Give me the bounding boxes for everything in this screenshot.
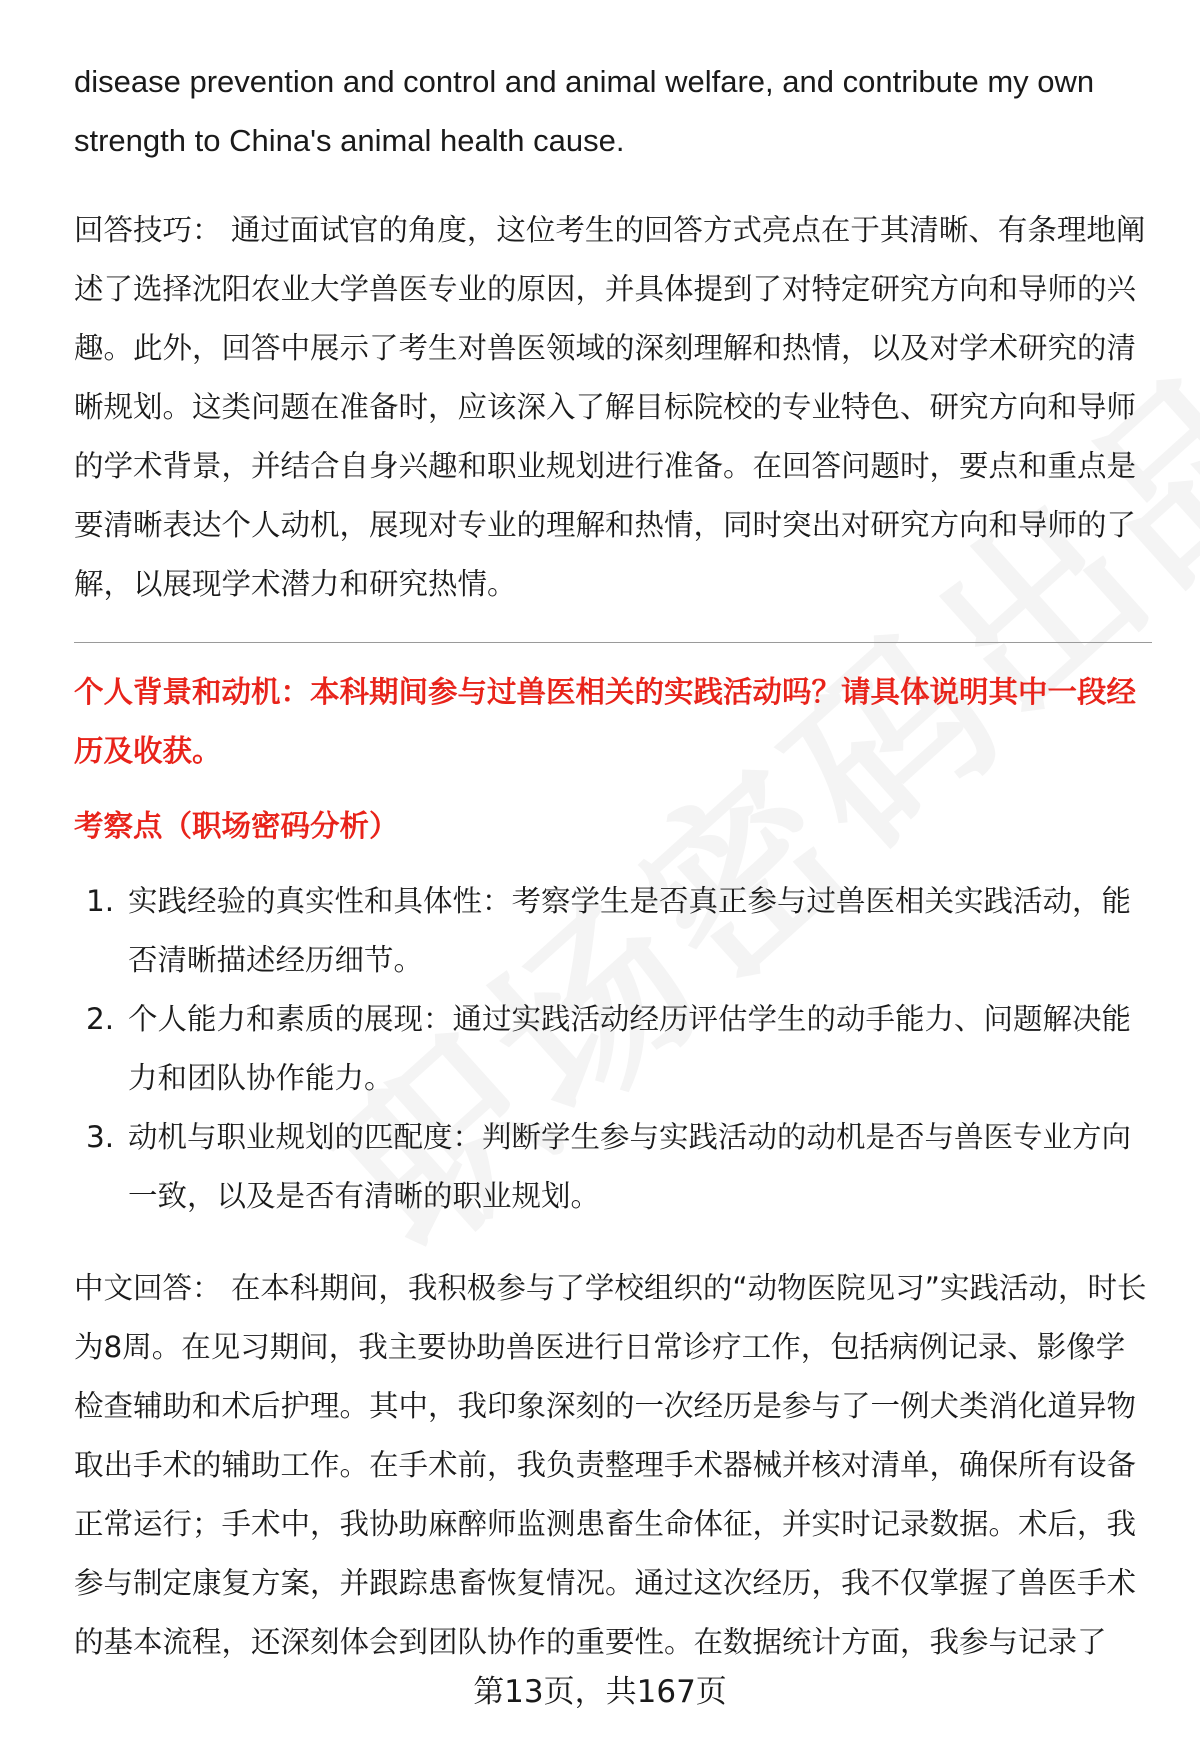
list-item-text: 动机与职业规划的匹配度：判断学生参与实践活动的动机是否与兽医专业方向一致，以及是否有清晰的职业规划。 (128, 1120, 1132, 1213)
list-item (74, 990, 1152, 1108)
assessment-points-list (74, 872, 1152, 1226)
assessment-points-title: 考察点（职场密码分析） (74, 809, 399, 843)
page-number-footer: 第13页，共167页 (473, 1674, 727, 1710)
intro-english-paragraph: disease prevention and control and animal welfare, and contribute my own strength to China's animal health cause. (74, 64, 1095, 158)
list-item-text: 实践经验的真实性和具体性：考察学生是否真正参与过兽医相关实践活动，能否清晰描述经历细节。 (128, 884, 1132, 977)
list-item (74, 872, 1152, 990)
list-item (74, 1108, 1152, 1226)
list-item-number: 3. (86, 1120, 115, 1154)
chinese-answer-paragraph: 中文回答： 在本科期间，我积极参与了学校组织的“动物医院见习”实践活动，时长为8周。在见习期间，我主要协助兽医进行日常诊疗工作，包括病例记录、影像学检查辅助和术后护理。其中，我印象深刻的一次经历是参与了一例犬类消化道异物取出手术的辅助工作。在手术前，我负责整理手术器械并核对清单，确保所有设备正常运行；手术中，我协助麻醉师监测患畜生命体征，并实时记录数据。术后，我参与制定康复方案，并跟踪患畜恢复情况。通过这次经历，我不仅掌握了兽医手术的基本流程，还深刻体会到团队协作的重要性。在数据统计方面，我参与记录了 (74, 1271, 1147, 1659)
document-page (74, 52, 1152, 1672)
list-item-text: 个人能力和素质的展现：通过实践活动经历评估学生的动手能力、问题解决能力和团队协作能力。 (128, 1002, 1132, 1095)
list-item-number: 1. (86, 884, 115, 918)
list-item-number: 2. (86, 1002, 115, 1036)
question-heading: 个人背景和动机：本科期间参与过兽医相关的实践活动吗？请具体说明其中一段经历及收获。 (74, 675, 1137, 768)
answer-tips-paragraph: 回答技巧： 通过面试官的角度，这位考生的回答方式亮点在于其清晰、有条理地阐述了选择沈阳农业大学兽医专业的原因，并具体提到了对特定研究方向和导师的兴趣。此外，回答中展示了考生对兽医领域的深刻理解和热情，以及对学术研究的清晰规划。这类问题在准备时，应该深入了解目标院校的专业特色、研究方向和导师的学术背景，并结合自身兴趣和职业规划进行准备。在回答问题时，要点和重点是要清晰表达个人动机，展现对专业的理解和热情，同时突出对研究方向和导师的了解，以展现学术潜力和研究热情。 (74, 213, 1146, 601)
